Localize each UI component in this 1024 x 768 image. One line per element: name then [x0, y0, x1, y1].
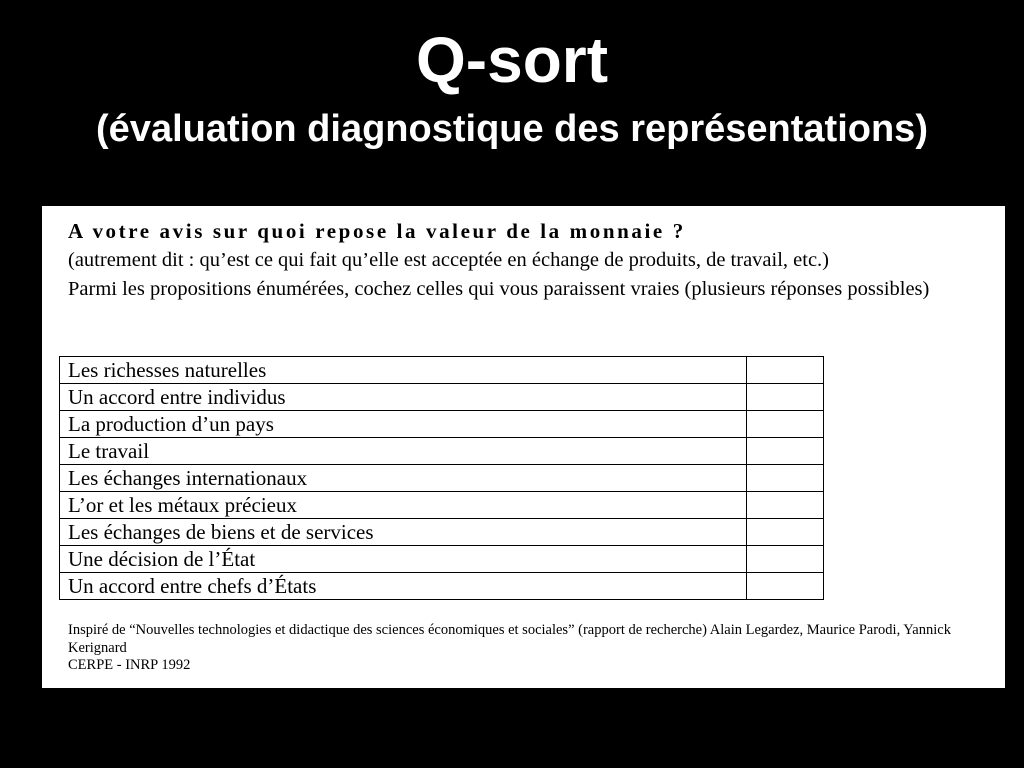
- proposition-label: Les richesses naturelles: [60, 357, 747, 384]
- proposition-label: Un accord entre individus: [60, 384, 747, 411]
- source-citation: [68, 622, 988, 675]
- table-row: [60, 519, 824, 546]
- checkbox-cell[interactable]: [747, 546, 824, 573]
- proposition-label: Un accord entre chefs d’États: [60, 573, 747, 600]
- proposition-label: La production d’un pays: [60, 411, 747, 438]
- table-row: [60, 546, 824, 573]
- questionnaire-instructions: [68, 246, 988, 303]
- checkbox-cell[interactable]: [747, 357, 824, 384]
- table-row: [60, 465, 824, 492]
- slide-title: Q-sort: [416, 24, 608, 96]
- table-row: [60, 357, 824, 384]
- checkbox-cell[interactable]: [747, 492, 824, 519]
- checkbox-cell[interactable]: [747, 384, 824, 411]
- table-row: [60, 384, 824, 411]
- questionnaire-document: [42, 206, 1005, 688]
- checkbox-cell[interactable]: [747, 465, 824, 492]
- table-row: [60, 492, 824, 519]
- checkbox-cell[interactable]: [747, 411, 824, 438]
- proposition-label: Le travail: [60, 438, 747, 465]
- proposition-label: L’or et les métaux précieux: [60, 492, 747, 519]
- proposition-label: Les échanges de biens et de services: [60, 519, 747, 546]
- checkbox-cell[interactable]: [747, 573, 824, 600]
- questionnaire-question: A votre avis sur quoi repose la valeur de la monnaie ?: [68, 219, 686, 243]
- source-reference: Inspiré de “Nouvelles technologies et didactique des sciences économiques et sociales” (rapport de recherche) Alain Legardez, Maurice Parodi, Yannick Kerignard: [68, 622, 951, 656]
- clarification-text: (autrement dit : qu’est ce qui fait qu’elle est acceptée en échange de produits, de travail, etc.): [68, 249, 830, 271]
- table-row: [60, 411, 824, 438]
- instruction-text: Parmi les propositions énumérées, cochez celles qui vous paraissent vraies (plusieurs réponses possibles): [68, 277, 930, 300]
- checkbox-cell[interactable]: [747, 519, 824, 546]
- table-row: [60, 573, 824, 600]
- slide-subtitle: (évaluation diagnostique des représentations): [96, 108, 928, 150]
- source-publisher: CERPE - INRP 1992: [68, 657, 191, 673]
- qsort-table: [59, 356, 824, 600]
- checkbox-cell[interactable]: [747, 438, 824, 465]
- proposition-label: Une décision de l’État: [60, 546, 747, 573]
- table-row: [60, 438, 824, 465]
- proposition-label: Les échanges internationaux: [60, 465, 747, 492]
